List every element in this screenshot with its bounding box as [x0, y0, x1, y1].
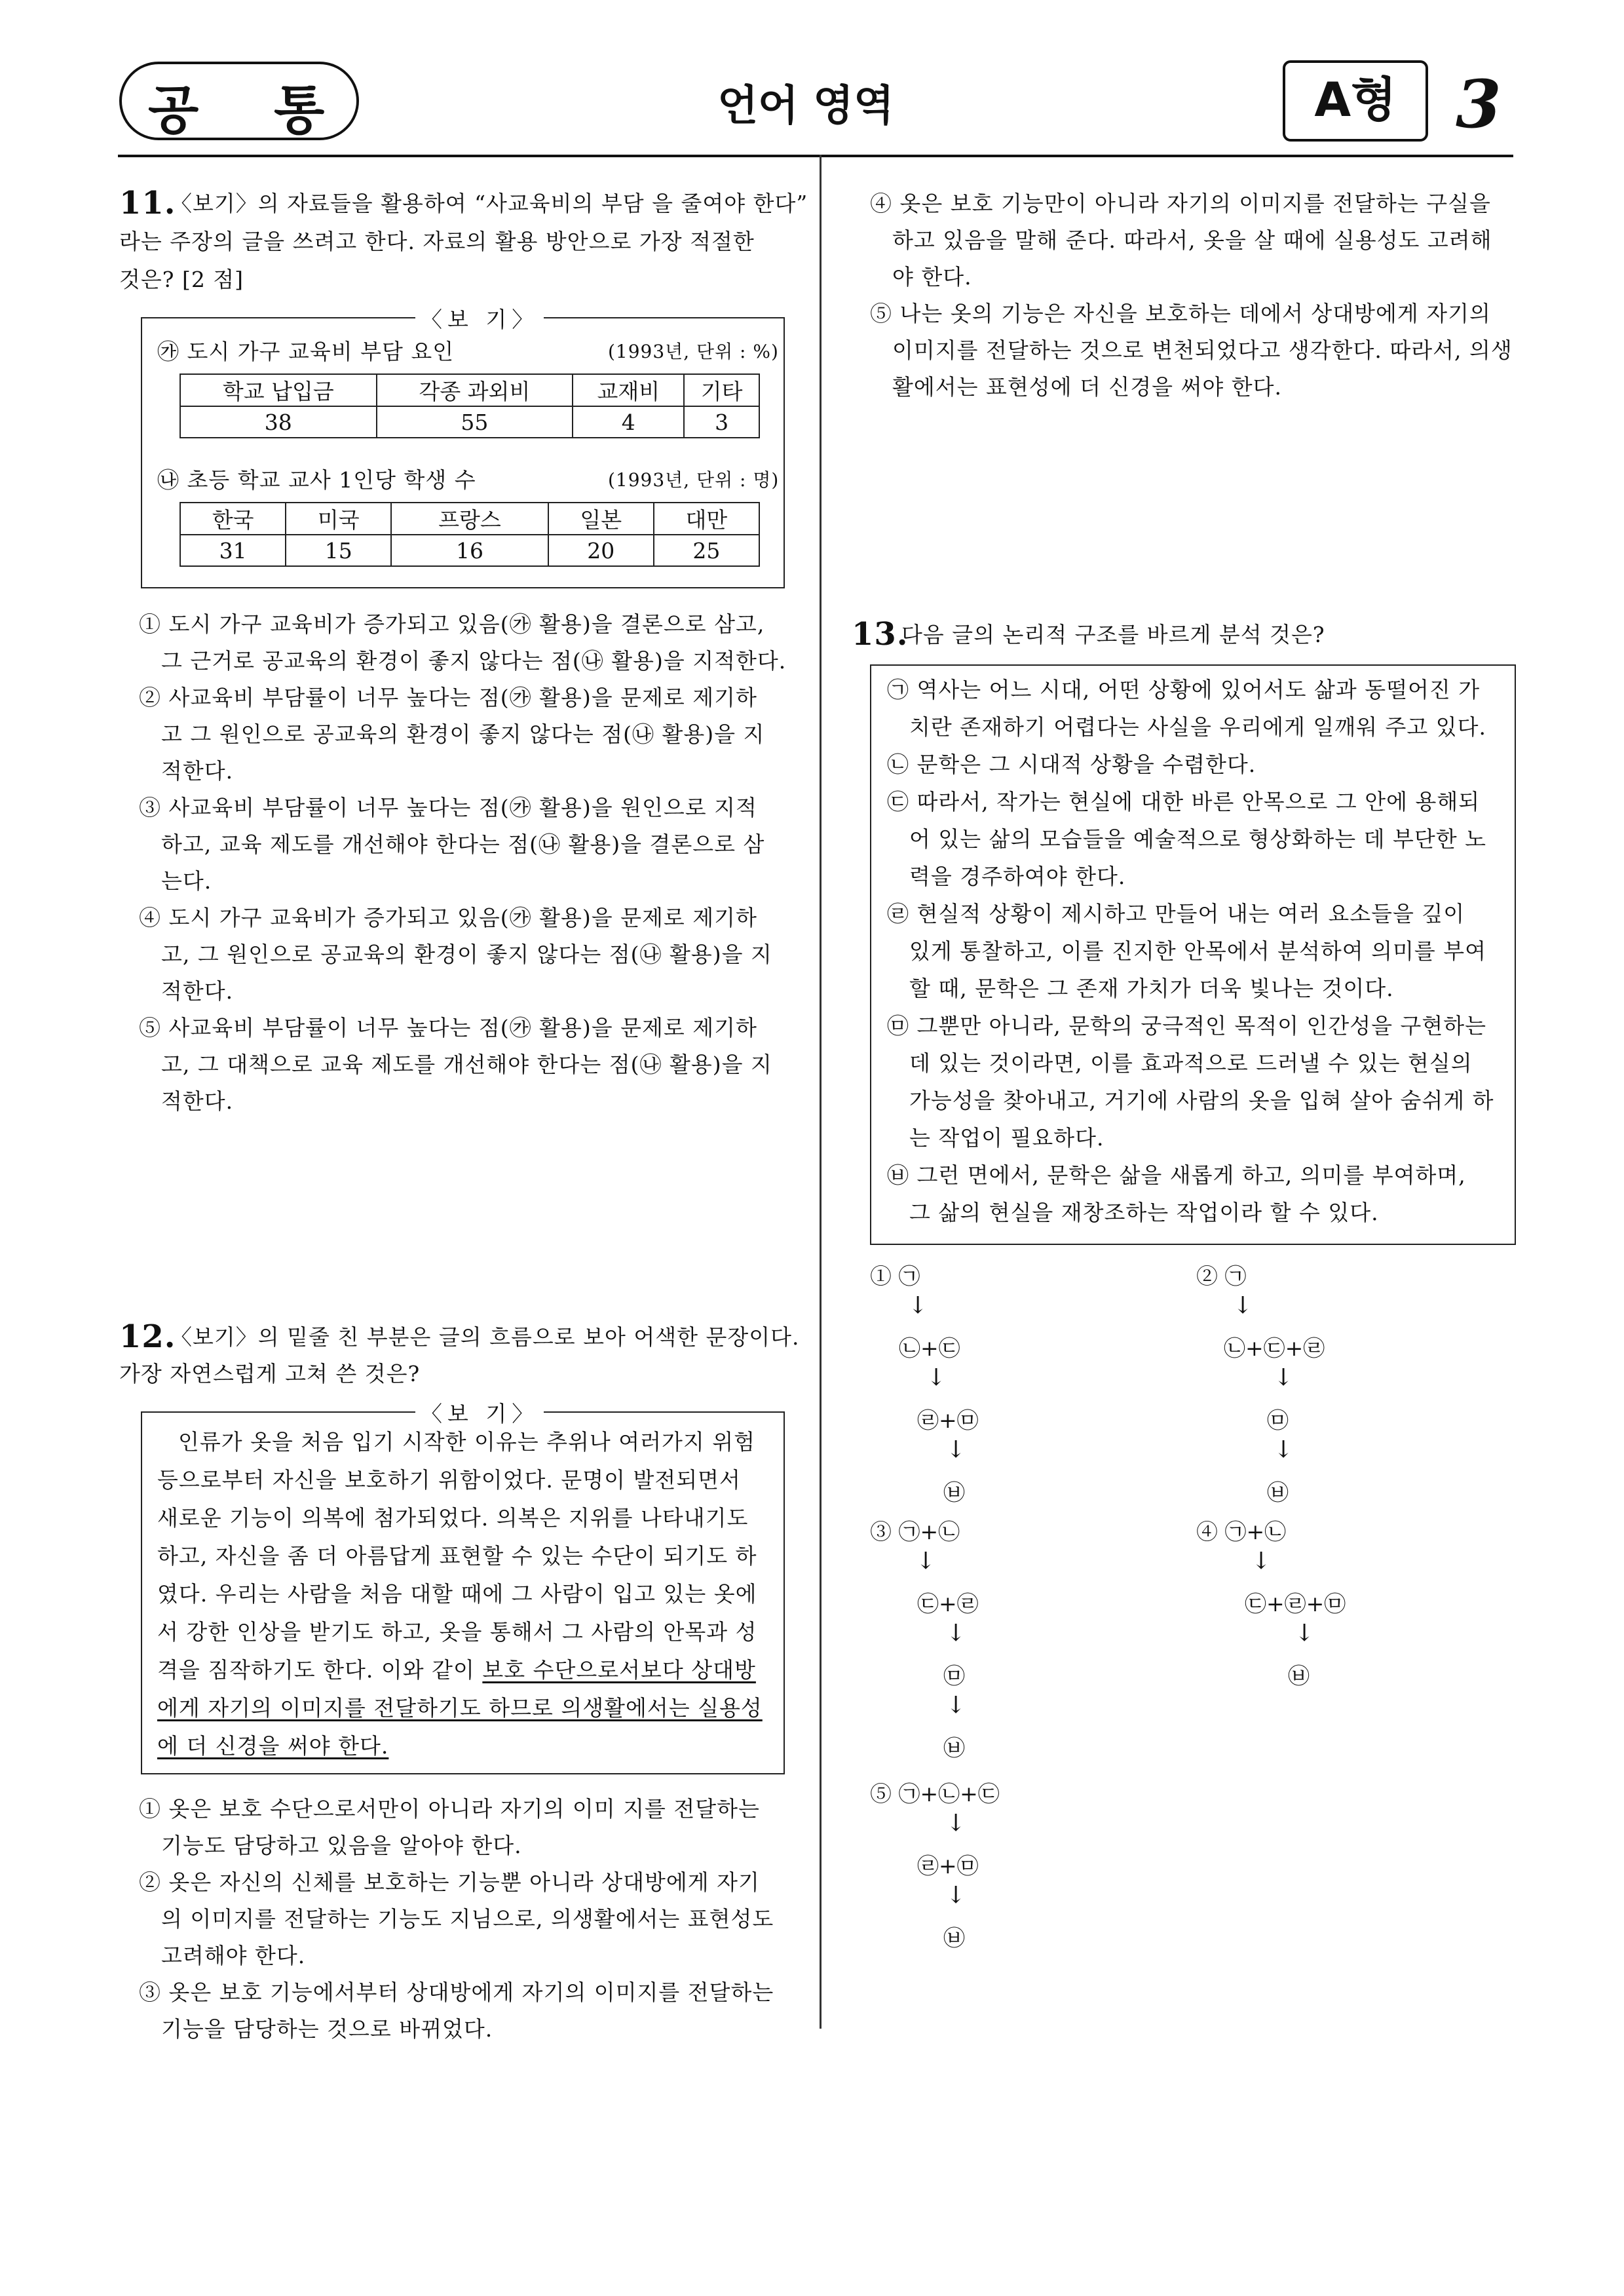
q12-passage-line: 인류가 옷을 처음 입기 시작한 이유는 추위나 여러가지 위험 [178, 1429, 755, 1455]
q13-passage-line: 데 있는 것이라면, 이를 효과적으로 드러낼 수 있는 현실의 [909, 1050, 1473, 1076]
q12-option-line: 이미지를 전달하는 것으로 변천되었다고 생각한다. 따라서, 의생 [892, 337, 1513, 363]
q13-passage-line: 어 있는 삶의 모습들을 예술적으로 형상화하는 데 부단한 노 [909, 826, 1486, 852]
q11-option-line: 적한다. [161, 758, 234, 784]
q12-option-3[interactable]: ③ 옷은 보호 기능에서부터 상대방에게 자기의 이미지를 전달하는 [139, 1980, 774, 2005]
q12-passage-text: 격을 짐작하기도 한다. 이와 같이 [157, 1657, 483, 1683]
down-arrow-icon: ↓ [946, 1882, 966, 1909]
q12-option-line: 기능을 담당하는 것으로 바뀌었다. [161, 2016, 493, 2042]
table-a [179, 373, 760, 438]
q13-passage-line: 가능성을 찾아내고, 거기에 사람의 옷을 입혀 살아 숨쉬게 하 [909, 1088, 1494, 1113]
structure-node: ㉢+㉣ [917, 1591, 979, 1617]
table-cell: 38 [180, 406, 377, 438]
structure-node: ㉠ [898, 1263, 920, 1289]
q11-option-5[interactable]: ⑤ 사교육비 부담률이 너무 높다는 점(㉮ 활용)을 문제로 제기하 [139, 1015, 757, 1041]
q12-option-1[interactable]: ① 옷은 보호 수단으로서만이 아니라 자기의 이미 지를 전달하는 [139, 1796, 760, 1822]
down-arrow-icon: ↓ [946, 1620, 966, 1647]
structure-node: ㉥ [1288, 1663, 1310, 1689]
option-label: ② [1196, 1263, 1218, 1289]
q12-option-5[interactable]: ⑤ 나는 옷의 기능은 자신을 보호하는 데에서 상대방에게 자기의 [870, 301, 1491, 326]
q11-stem-line: 라는 주장의 글을 쓰려고 한다. 자료의 활용 방안으로 가장 적절한 [119, 229, 755, 254]
q11-example-legend: 〈보 기〉 [415, 303, 544, 334]
down-arrow-icon: ↓ [1274, 1436, 1294, 1463]
down-arrow-icon: ↓ [1294, 1620, 1315, 1647]
q12-passage-line [157, 1651, 756, 1689]
exam-form-badge: A형 [1283, 60, 1428, 142]
table-a-caption: ㉮ 도시 가구 교육비 부담 요인 [157, 339, 455, 364]
q12-passage-line: 였다. 우리는 사람을 처음 대할 때에 그 사람이 입고 있는 옷에 [157, 1581, 757, 1607]
q13-passage-line: ㉠ 역사는 어느 시대, 어떤 상황에 있어서도 삶과 동떨어진 가 [887, 677, 1481, 702]
q12-option-line: 야 한다. [892, 264, 972, 290]
q12-option-line: 의 이미지를 전달하는 기능도 지님으로, 의생활에서는 표현성도 [161, 1906, 774, 1932]
option-label: ④ [1196, 1519, 1218, 1544]
q13-passage-line: ㉣ 현실적 상황이 제시하고 만들어 내는 여러 요소들을 깊이 [887, 901, 1465, 927]
q11-option-line: 고, 그 대책으로 교육 제도를 개선해야 한다는 점(㉯ 활용)을 지 [161, 1052, 772, 1077]
q12-passage-line: 서 강한 인상을 받기도 하고, 옷을 통해서 그 사람의 안목과 성 [157, 1619, 757, 1645]
structure-node: ㉥ [943, 1735, 965, 1761]
q13-number: 13. [852, 616, 909, 653]
structure-node: ㉤ [1267, 1407, 1289, 1433]
q13-passage-line: 력을 경주하여야 한다. [909, 864, 1126, 889]
page-number: 3 [1456, 66, 1501, 143]
q13-passage-line: 그 삶의 현실을 재창조하는 작업이라 할 수 있다. [909, 1200, 1379, 1225]
q12-passage-line: 새로운 기능이 의복에 첨가되었다. 의복은 지위를 나타내기도 [157, 1505, 749, 1531]
subject-char-2: 통 [274, 79, 325, 141]
q11-option-line: 고, 그 원인으로 공교육의 환경이 좋지 않다는 점(㉯ 활용)을 지 [161, 942, 772, 967]
structure-node: ㉡+㉢+㉣ [1224, 1335, 1325, 1361]
q13-passage-line: 할 때, 문학은 그 존재 가치가 더욱 빛나는 것이다. [909, 976, 1394, 1001]
q12-option-line: 고려해야 한다. [161, 1943, 306, 1968]
q13-option-3[interactable] [870, 1515, 960, 1546]
q13-passage-line: 치란 존재하기 어렵다는 사실을 우리에게 일깨워 주고 있다. [909, 714, 1486, 740]
q11-option-4[interactable]: ④ 도시 가구 교육비가 증가되고 있음(㉮ 활용)을 문제로 제기하 [139, 905, 757, 930]
table-b [179, 502, 760, 567]
q11-option-line: 하고, 교육 제도를 개선해야 한다는 점(㉯ 활용)을 결론으로 삼 [161, 832, 765, 857]
table-row [180, 535, 759, 566]
q13-option-1[interactable] [870, 1259, 920, 1290]
table-row [180, 406, 759, 438]
q11-option-line: 적한다. [161, 1088, 234, 1114]
down-arrow-icon: ↓ [946, 1436, 966, 1463]
down-arrow-icon: ↓ [946, 1810, 966, 1837]
subject-badge [119, 62, 359, 140]
down-arrow-icon: ↓ [916, 1548, 936, 1575]
q12-underlined-text: 보호 수단으로서보다 상대방 [482, 1657, 756, 1683]
structure-node: ㉠ [1224, 1263, 1247, 1289]
table-b-unit: (1993년, 단위 : 명) [608, 469, 780, 491]
q12-passage-line: 등으로부터 자신을 보호하기 위함이었다. 문명이 발전되면서 [157, 1467, 741, 1493]
q12-stem-line: 〈보기〉의 밑줄 친 부분은 글의 흐름으로 보아 어색한 문장이다. [170, 1324, 800, 1350]
q13-option-5[interactable] [870, 1777, 1000, 1808]
structure-node: ㉠+㉡+㉢ [898, 1781, 1000, 1807]
table-cell: 15 [286, 535, 391, 566]
structure-node: ㉠+㉡ [1224, 1519, 1287, 1544]
table-header-cell: 학교 납입금 [180, 374, 377, 406]
option-label: ① [870, 1263, 892, 1289]
down-arrow-icon: ↓ [1251, 1548, 1272, 1575]
table-header-row [180, 503, 759, 535]
down-arrow-icon: ↓ [908, 1292, 928, 1319]
down-arrow-icon: ↓ [1274, 1364, 1294, 1391]
table-cell: 20 [548, 535, 654, 566]
option-label: ③ [870, 1519, 892, 1544]
q11-option-line: 적한다. [161, 978, 234, 1004]
down-arrow-icon: ↓ [1233, 1292, 1253, 1319]
q11-option-line: 는다. [161, 868, 212, 894]
q11-option-1[interactable]: ① 도시 가구 교육비가 증가되고 있음(㉮ 활용)을 결론으로 삼고, [139, 611, 765, 637]
table-cell: 16 [391, 535, 548, 566]
q13-passage-line: 있게 통찰하고, 이를 진지한 안목에서 분석하여 의미를 부여 [909, 938, 1486, 964]
q12-number: 12. [119, 1318, 176, 1355]
table-header-cell: 대만 [654, 503, 759, 535]
structure-node: ㉣+㉤ [917, 1853, 979, 1879]
q12-underlined-text: 에게 자기의 이미지를 전달하기도 하므로 의생활에서는 실용성 [157, 1695, 763, 1721]
table-header-row [180, 374, 759, 406]
structure-node: ㉠+㉡ [898, 1519, 960, 1544]
table-header-cell: 미국 [286, 503, 391, 535]
structure-node: ㉢+㉣+㉤ [1245, 1591, 1346, 1617]
q13-passage-line: ㉤ 그뿐만 아니라, 문학의 궁극적인 목적이 인간성을 구현하는 [887, 1013, 1486, 1039]
structure-node: ㉥ [943, 1480, 965, 1505]
structure-node: ㉥ [943, 1925, 965, 1951]
table-cell: 3 [684, 406, 759, 438]
q12-option-2[interactable]: ② 옷은 자신의 신체를 보호하는 기능뿐 아니라 상대방에게 자기 [139, 1869, 760, 1895]
structure-node: ㉡+㉢ [899, 1335, 960, 1361]
q13-option-4[interactable] [1196, 1515, 1286, 1546]
q12-stem-line: 가장 자연스럽게 고쳐 쓴 것은? [119, 1361, 421, 1387]
structure-node: ㉥ [1267, 1480, 1289, 1505]
down-arrow-icon: ↓ [946, 1692, 966, 1719]
q13-option-2[interactable] [1196, 1259, 1247, 1290]
q13-passage-line: ㉥ 그런 면에서, 문학은 삶을 새롭게 하고, 의미를 부여하며, [887, 1162, 1466, 1188]
q11-option-2[interactable]: ② 사교육비 부담률이 너무 높다는 점(㉮ 활용)을 문제로 제기하 [139, 685, 757, 710]
q11-option-3[interactable]: ③ 사교육비 부담률이 너무 높다는 점(㉮ 활용)을 원인으로 지적 [139, 795, 757, 820]
table-header-cell: 기타 [684, 374, 759, 406]
table-header-cell: 한국 [180, 503, 286, 535]
q11-option-line: 그 근거로 공교육의 환경이 좋지 않다는 점(㉯ 활용)을 지적한다. [161, 648, 787, 674]
q11-option-line: 고 그 원인으로 공교육의 환경이 좋지 않다는 점(㉯ 활용)을 지 [161, 721, 765, 747]
q13-passage-line: ㉢ 따라서, 작가는 현실에 대한 바른 안목으로 그 안에 용해되 [887, 789, 1481, 814]
subject-char-1: 공 [148, 79, 199, 141]
header-divider [118, 155, 1513, 157]
q12-passage-line: 하고, 자신을 좀 더 아름답게 표현할 수 있는 수단이 되기도 하 [157, 1543, 757, 1569]
q12-example-legend: 〈보 기〉 [415, 1397, 544, 1428]
column-divider [820, 155, 821, 2029]
table-header-cell: 각종 과외비 [377, 374, 573, 406]
table-cell: 55 [377, 406, 573, 438]
down-arrow-icon: ↓ [926, 1364, 947, 1391]
table-header-cell: 일본 [548, 503, 654, 535]
q13-passage-line: ㉡ 문학은 그 시대적 상황을 수렴한다. [887, 752, 1256, 777]
structure-node: ㉣+㉤ [917, 1407, 979, 1433]
table-a-unit: (1993년, 단위 : %) [608, 341, 779, 362]
q12-option-line: 하고 있음을 말해 준다. 따라서, 옷을 살 때에 실용성도 고려해 [892, 227, 1492, 253]
table-cell: 25 [654, 535, 759, 566]
q12-option-line: 기능도 담당하고 있음을 알아야 한다. [161, 1833, 522, 1858]
option-label: ⑤ [870, 1781, 892, 1807]
table-header-cell: 프랑스 [391, 503, 548, 535]
q11-number: 11. [119, 185, 176, 221]
q13-stem: 다음 글의 논리적 구조를 바르게 분석 것은? [901, 622, 1325, 647]
structure-node: ㉤ [943, 1663, 965, 1689]
q11-stem-line: 것은? [2 점] [119, 267, 244, 292]
q12-option-line: 활에서는 표현성에 더 신경을 써야 한다. [892, 374, 1282, 400]
table-cell: 4 [573, 406, 684, 438]
q12-option-4[interactable]: ④ 옷은 보호 기능만이 아니라 자기의 이미지를 전달하는 구실을 [870, 191, 1491, 216]
q12-underlined-text: 에 더 신경을 써야 한다. [157, 1733, 389, 1759]
table-header-cell: 교재비 [573, 374, 684, 406]
table-cell: 31 [180, 535, 286, 566]
q11-stem-line: 〈보기〉의 자료들을 활용하여 “사교육비의 부담 을 줄여야 한다” [170, 191, 808, 216]
q13-passage-line: 는 작업이 필요하다. [909, 1125, 1105, 1151]
table-b-caption: ㉯ 초등 학교 교사 1인당 학생 수 [157, 467, 476, 493]
page-title: 언어 영역 [717, 82, 894, 130]
